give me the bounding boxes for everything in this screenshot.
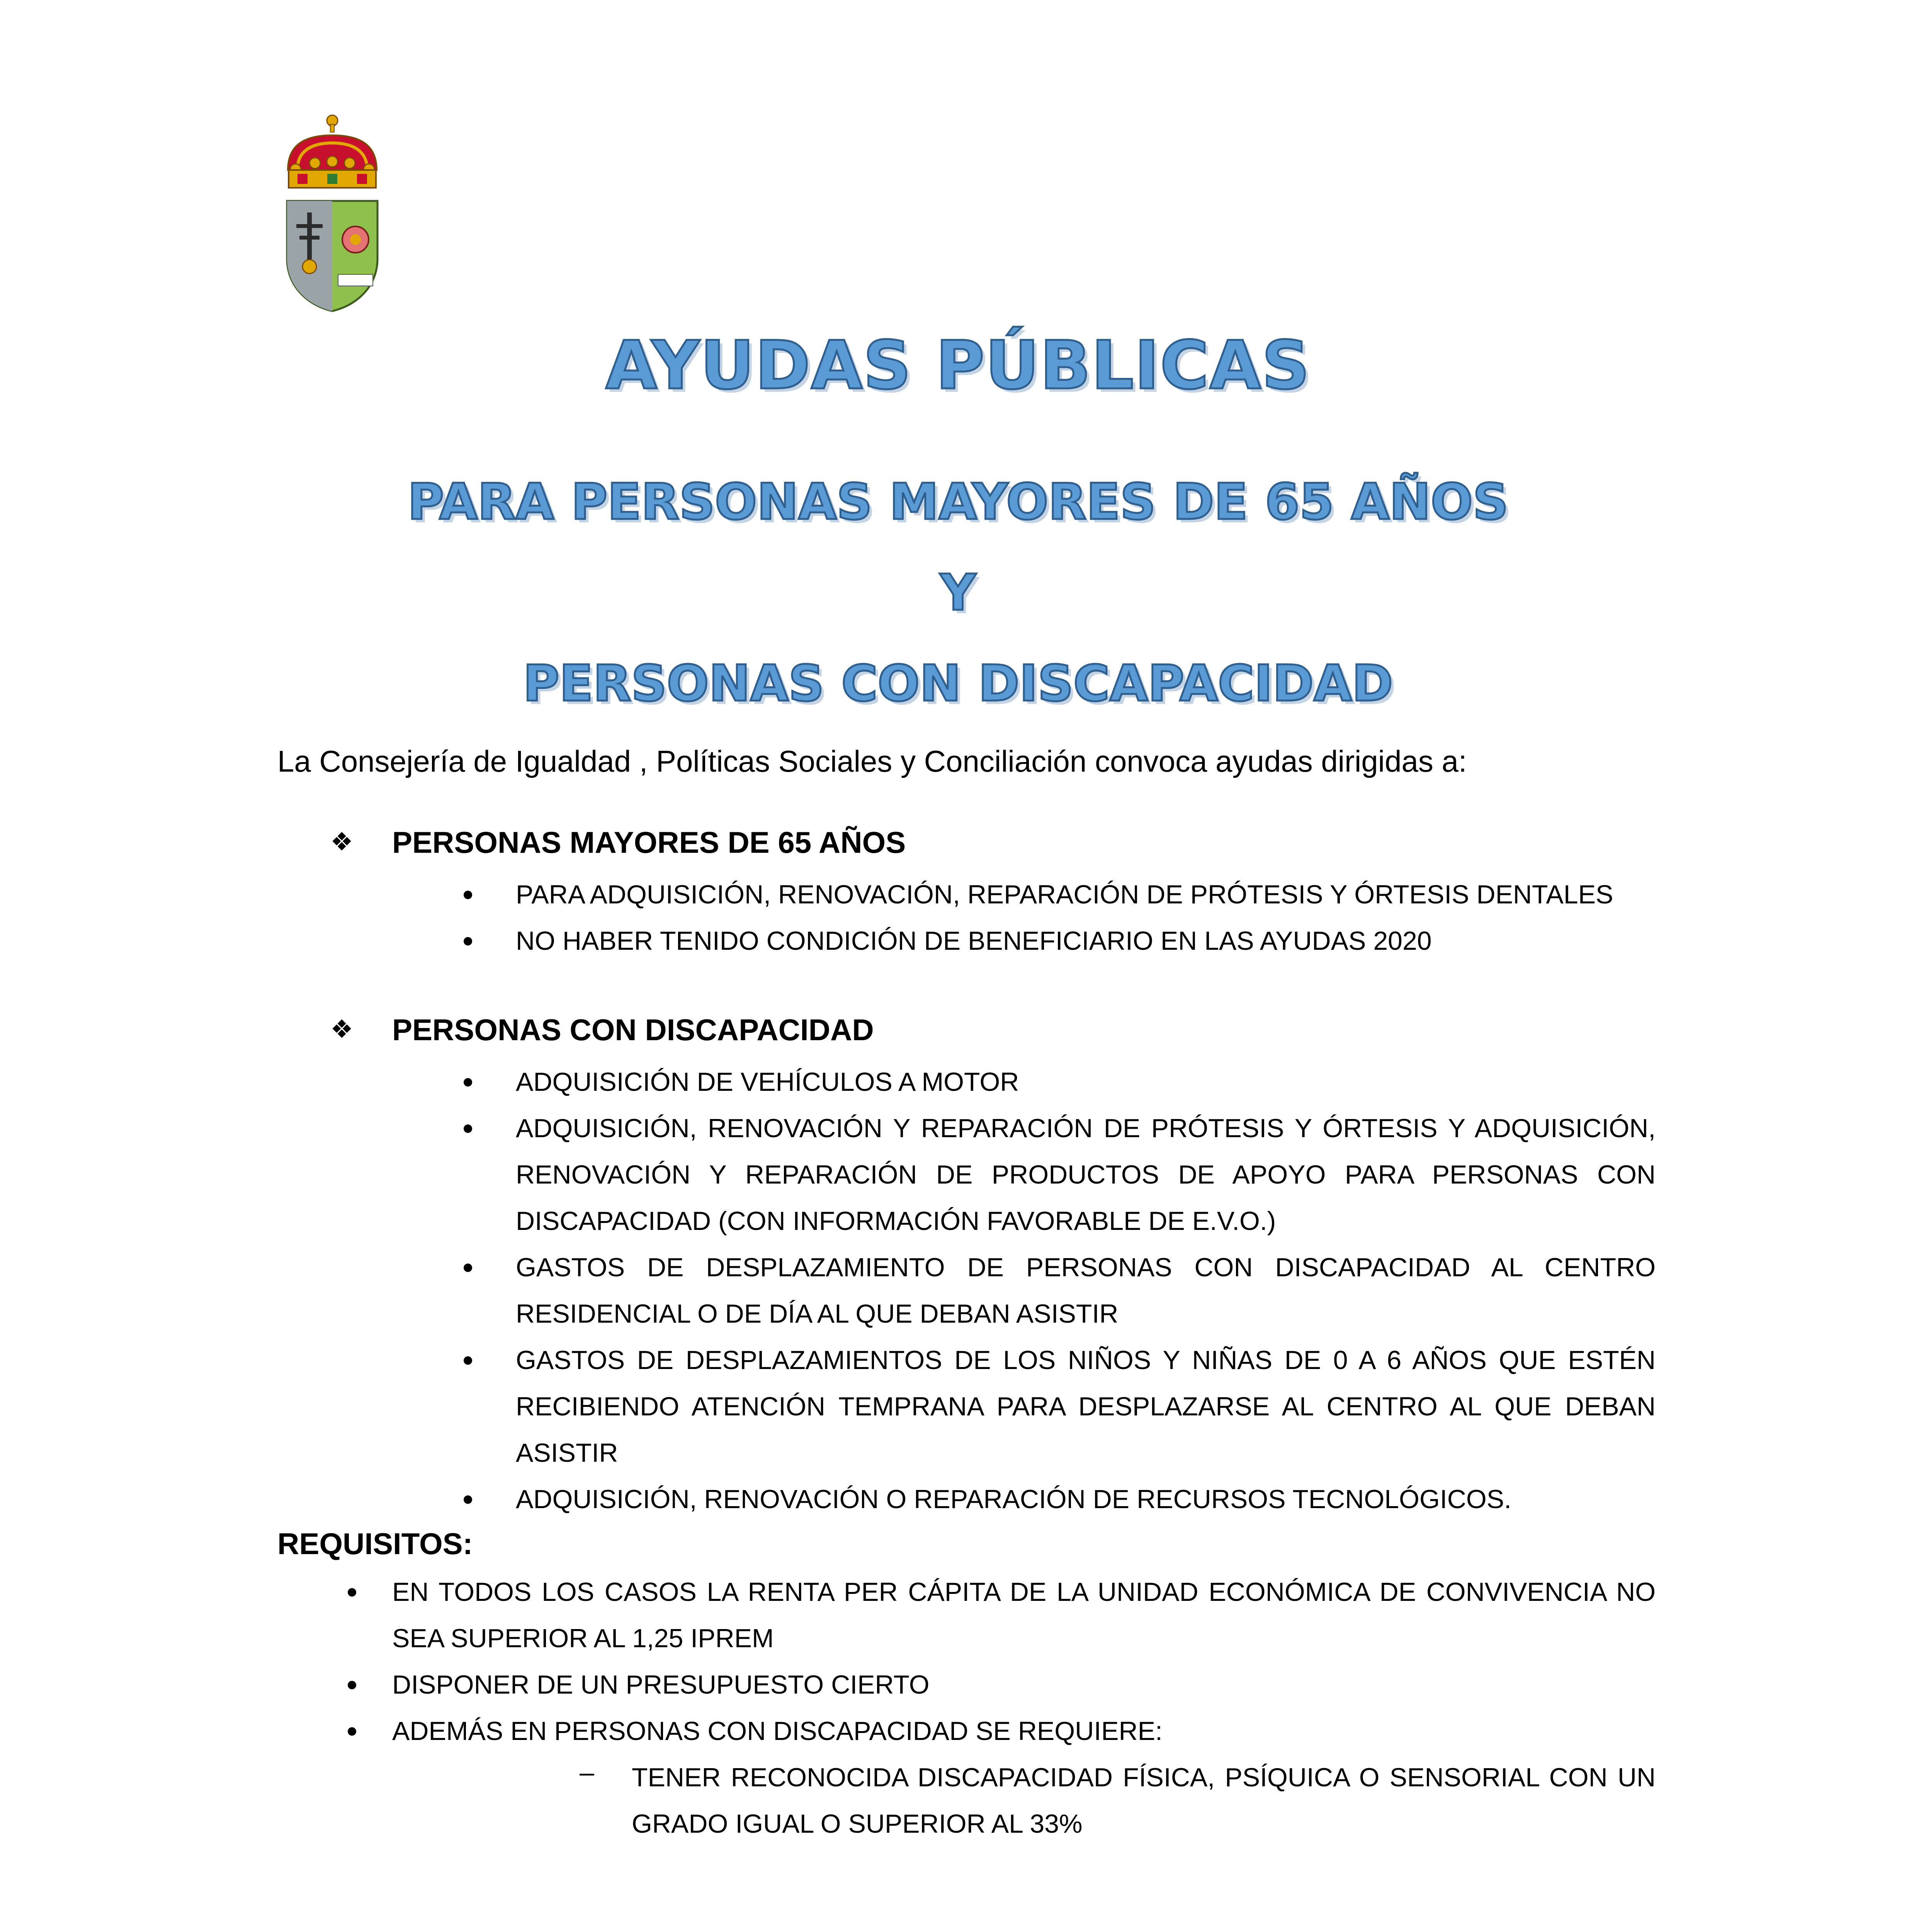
bullet-icon (464, 1124, 472, 1133)
list-item: GASTOS DE DESPLAZAMIENTO DE PERSONAS CON DISCAPACIDAD AL CENTRO RESIDENCIAL O DE DÍA AL QUE DEBAN ASISTIR (516, 1253, 1656, 1328)
bullet-icon (348, 1681, 356, 1689)
list-item: ADQUISICIÓN, RENOVACIÓN O REPARACIÓN DE RECURSOS TECNOLÓGICOS. (516, 1485, 1511, 1514)
subtitle-line-3: PERSONAS CON DISCAPACIDAD (523, 655, 1393, 713)
dash-bullet-icon: – (580, 1758, 594, 1787)
list-item: ADQUISICIÓN DE VEHÍCULOS A MOTOR (516, 1067, 1019, 1097)
requirement-item: ADEMÁS EN PERSONAS CON DISCAPACIDAD SE REQUIERE: (392, 1716, 1163, 1746)
requirements-title: REQUISITOS: (277, 1527, 473, 1561)
list-item: GASTOS DE DESPLAZAMIENTOS DE LOS NIÑOS Y NIÑAS DE 0 A 6 AÑOS QUE ESTÉN RECIBIENDO ATENCIÓN TEMPRANA PARA DESPLAZARSE AL CENTRO AL QUE DEBAN ASISTIR (516, 1345, 1656, 1468)
list-item: PARA ADQUISICIÓN, RENOVACIÓN, REPARACIÓN DE PRÓTESIS Y ÓRTESIS DENTALES (516, 880, 1613, 909)
requirement-sub-item: TENER RECONOCIDA DISCAPACIDAD FÍSICA, PSÍQUICA O SENSORIAL CON UN GRADO IGUAL O SUPERIOR AL 33% (632, 1763, 1656, 1838)
intro-paragraph: La Consejería de Igualdad , Políticas Sociales y Conciliación convoca ayudas dirigidas a: (277, 744, 1467, 778)
diamond-bullet-icon: ❖ (330, 827, 354, 856)
requirement-item: EN TODOS LOS CASOS LA RENTA PER CÁPITA DE LA UNIDAD ECONÓMICA DE CONVIVENCIA NO SEA SUPERIOR AL 1,25 IPREM (392, 1577, 1656, 1653)
bullet-icon (348, 1727, 356, 1736)
page-title: AYUDAS PÚBLICAS (605, 327, 1311, 404)
bullet-icon (464, 1264, 472, 1272)
bullet-icon (464, 1495, 472, 1504)
list-item: ADQUISICIÓN, RENOVACIÓN Y REPARACIÓN DE PRÓTESIS Y ÓRTESIS Y ADQUISICIÓN, RENOVACIÓN Y REPARACIÓN DE PRODUCTOS DE APOYO PARA PERSONAS CON DISCAPACIDAD (CON INFORMACIÓN FAVORABLE DE E.V.O.) (516, 1114, 1656, 1236)
requirement-item: DISPONER DE UN PRESUPUESTO CIERTO (392, 1670, 930, 1699)
coat-of-arms-icon (280, 112, 384, 313)
section-title-disability: PERSONAS CON DISCAPACIDAD (392, 1013, 874, 1047)
bullet-icon (464, 1078, 472, 1087)
list-item: NO HABER TENIDO CONDICIÓN DE BENEFICIARIO EN LAS AYUDAS 2020 (516, 926, 1432, 956)
bullet-icon (464, 891, 472, 899)
section-title-seniors: PERSONAS MAYORES DE 65 AÑOS (392, 825, 906, 859)
subtitle-line-2: Y (940, 564, 976, 622)
bullet-icon (464, 937, 472, 946)
bullet-icon (464, 1356, 472, 1365)
subtitle-line-1: PARA PERSONAS MAYORES DE 65 AÑOS (407, 473, 1509, 531)
diamond-bullet-icon: ❖ (330, 1015, 354, 1043)
bullet-icon (348, 1588, 356, 1597)
